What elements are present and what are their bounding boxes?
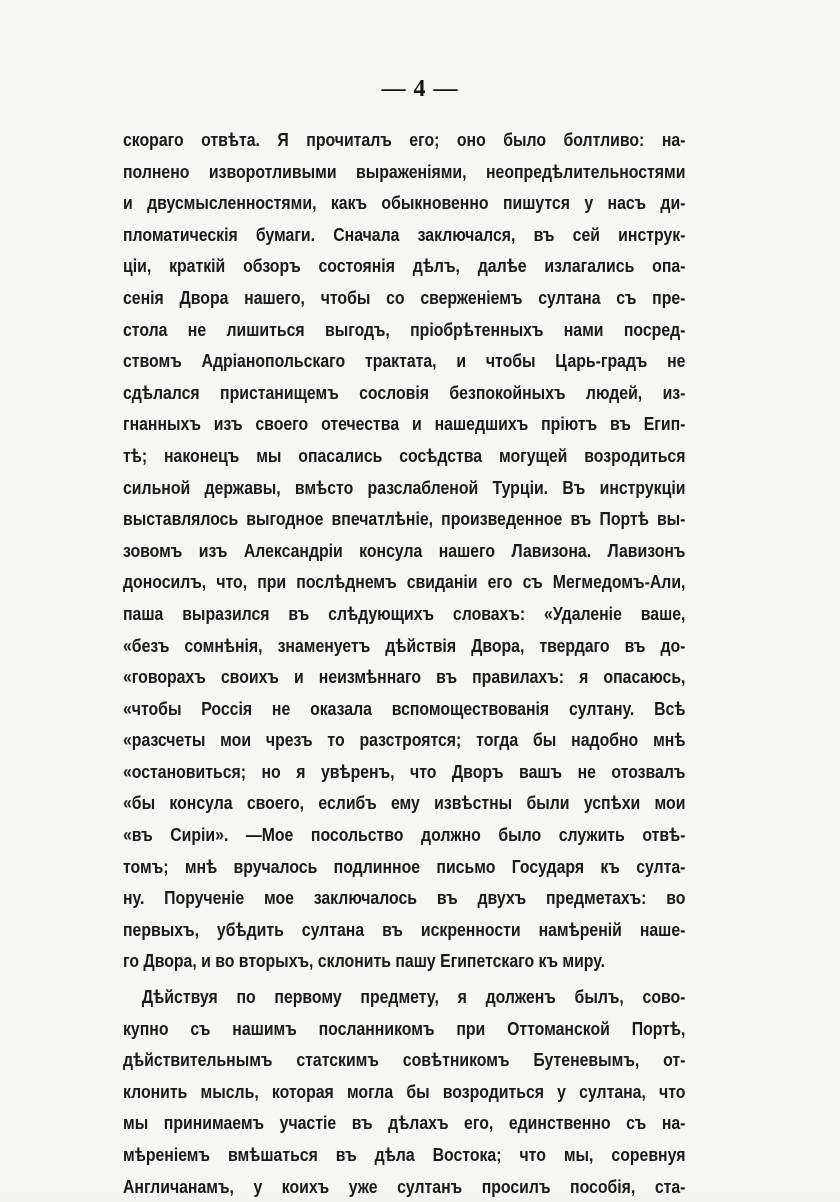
text-line: «чтобы Россія не оказала вспомоществованія султану. Всѣ <box>123 697 686 719</box>
text-line: паша выразился въ слѣдующихъ словахъ: «Удаленіе ваше, <box>123 602 686 624</box>
text-line: сильной державы, вмѣсто разслабленой Турціи. Въ инструкціи <box>123 476 686 498</box>
text-line: мы принимаемъ участіе въ дѣлахъ его, единственно съ на- <box>123 1112 686 1134</box>
text-line: сдѣлался пристанищемъ сословія безпокойныхъ людей, из- <box>123 381 686 403</box>
text-line: томъ; мнѣ вручалось подлинное письмо Государя къ султа- <box>123 855 686 877</box>
text-line: пломатическія бумаги. Сначала заключался, въ сей инструк- <box>123 223 686 245</box>
text-line: сенія Двора нашего, чтобы со сверженіемъ султана съ пре- <box>123 286 686 308</box>
text-line: полнено изворотливыми выраженіями, неопредѣлительностями <box>123 160 686 182</box>
text-line: и двусмысленностями, какъ обыкновенно пишутся у насъ ди- <box>123 192 686 214</box>
text-line: ствомъ Адріанопольскаго трактата, и чтобы Царь-градъ не <box>123 350 686 372</box>
body-text <box>123 124 686 1202</box>
text-line: «въ Сиріи». —Мое посольство должно было служить отвѣ- <box>123 824 686 846</box>
text-line: «разсчеты мои чрезъ то разстроятся; тогда бы надобно мнѣ <box>123 729 686 751</box>
text-line: «бы консула своего, еслибъ ему извѣстны были успѣхи мои <box>123 792 686 814</box>
text-line: клонить мысль, которая могла бы возродиться у султана, что <box>123 1080 686 1102</box>
page-number: — 4 — <box>381 76 459 102</box>
text-line: зовомъ изъ Александріи консула нашего Лавизона. Лавизонъ <box>123 539 686 561</box>
text-line: тѣ; наконецъ мы опасались сосѣдства могущей возродиться <box>123 444 686 466</box>
text-line: скораго отвѣта. Я прочиталъ его; оно было болтливо: на- <box>123 129 686 150</box>
text-line: дѣйствительнымъ статскимъ совѣтникомъ Бутеневымъ, от- <box>123 1049 686 1071</box>
text-line: выставлялось выгодное впечатлѣніе, произведенное въ Портѣ вы- <box>123 508 686 530</box>
text-line: «остановиться; но я увѣренъ, что Дворъ вашъ не отозвалъ <box>123 760 686 782</box>
text-line: Дѣйствуя по первому предмету, я долженъ былъ, сово- <box>141 986 686 1008</box>
text-line: Англичанамъ, у коихъ уже султанъ просилъ пособія, ста- <box>123 1175 686 1197</box>
text-line: «безъ сомнѣнія, знаменуетъ дѣйствія Двора, твердаго въ до- <box>123 634 686 656</box>
text-line: гнанныхъ изъ своего отечества и нашедшихъ пріютъ въ Егип- <box>123 413 686 435</box>
text-line: стола не лишиться выгодъ, пріобрѣтенныхъ нами посред- <box>123 318 686 340</box>
text-line: го Двора, и во вторыхъ, склонить пашу Египетскаго къ миру. <box>123 950 606 972</box>
text-line: «говорахъ своихъ и неизмѣннаго въ правилахъ: я опасаюсь, <box>123 666 686 688</box>
text-line: доносилъ, что, при послѣднемъ свиданіи его съ Мегмедомъ-Али, <box>123 571 686 593</box>
text-line: ну. Порученіе мое заключалось въ двухъ предметахъ: во <box>123 887 686 909</box>
text-line: первыхъ, убѣдить султана въ искренности намѣреній наше- <box>123 918 686 940</box>
text-line: мѣреніемъ вмѣшаться въ дѣла Востока; что мы, соревнуя <box>123 1144 686 1165</box>
text-line: ціи, краткій обзоръ состоянія дѣлъ, далѣе излагались опа- <box>123 255 686 277</box>
text-line: купно съ нашимъ посланникомъ при Оттоманской Портѣ, <box>123 1017 686 1039</box>
